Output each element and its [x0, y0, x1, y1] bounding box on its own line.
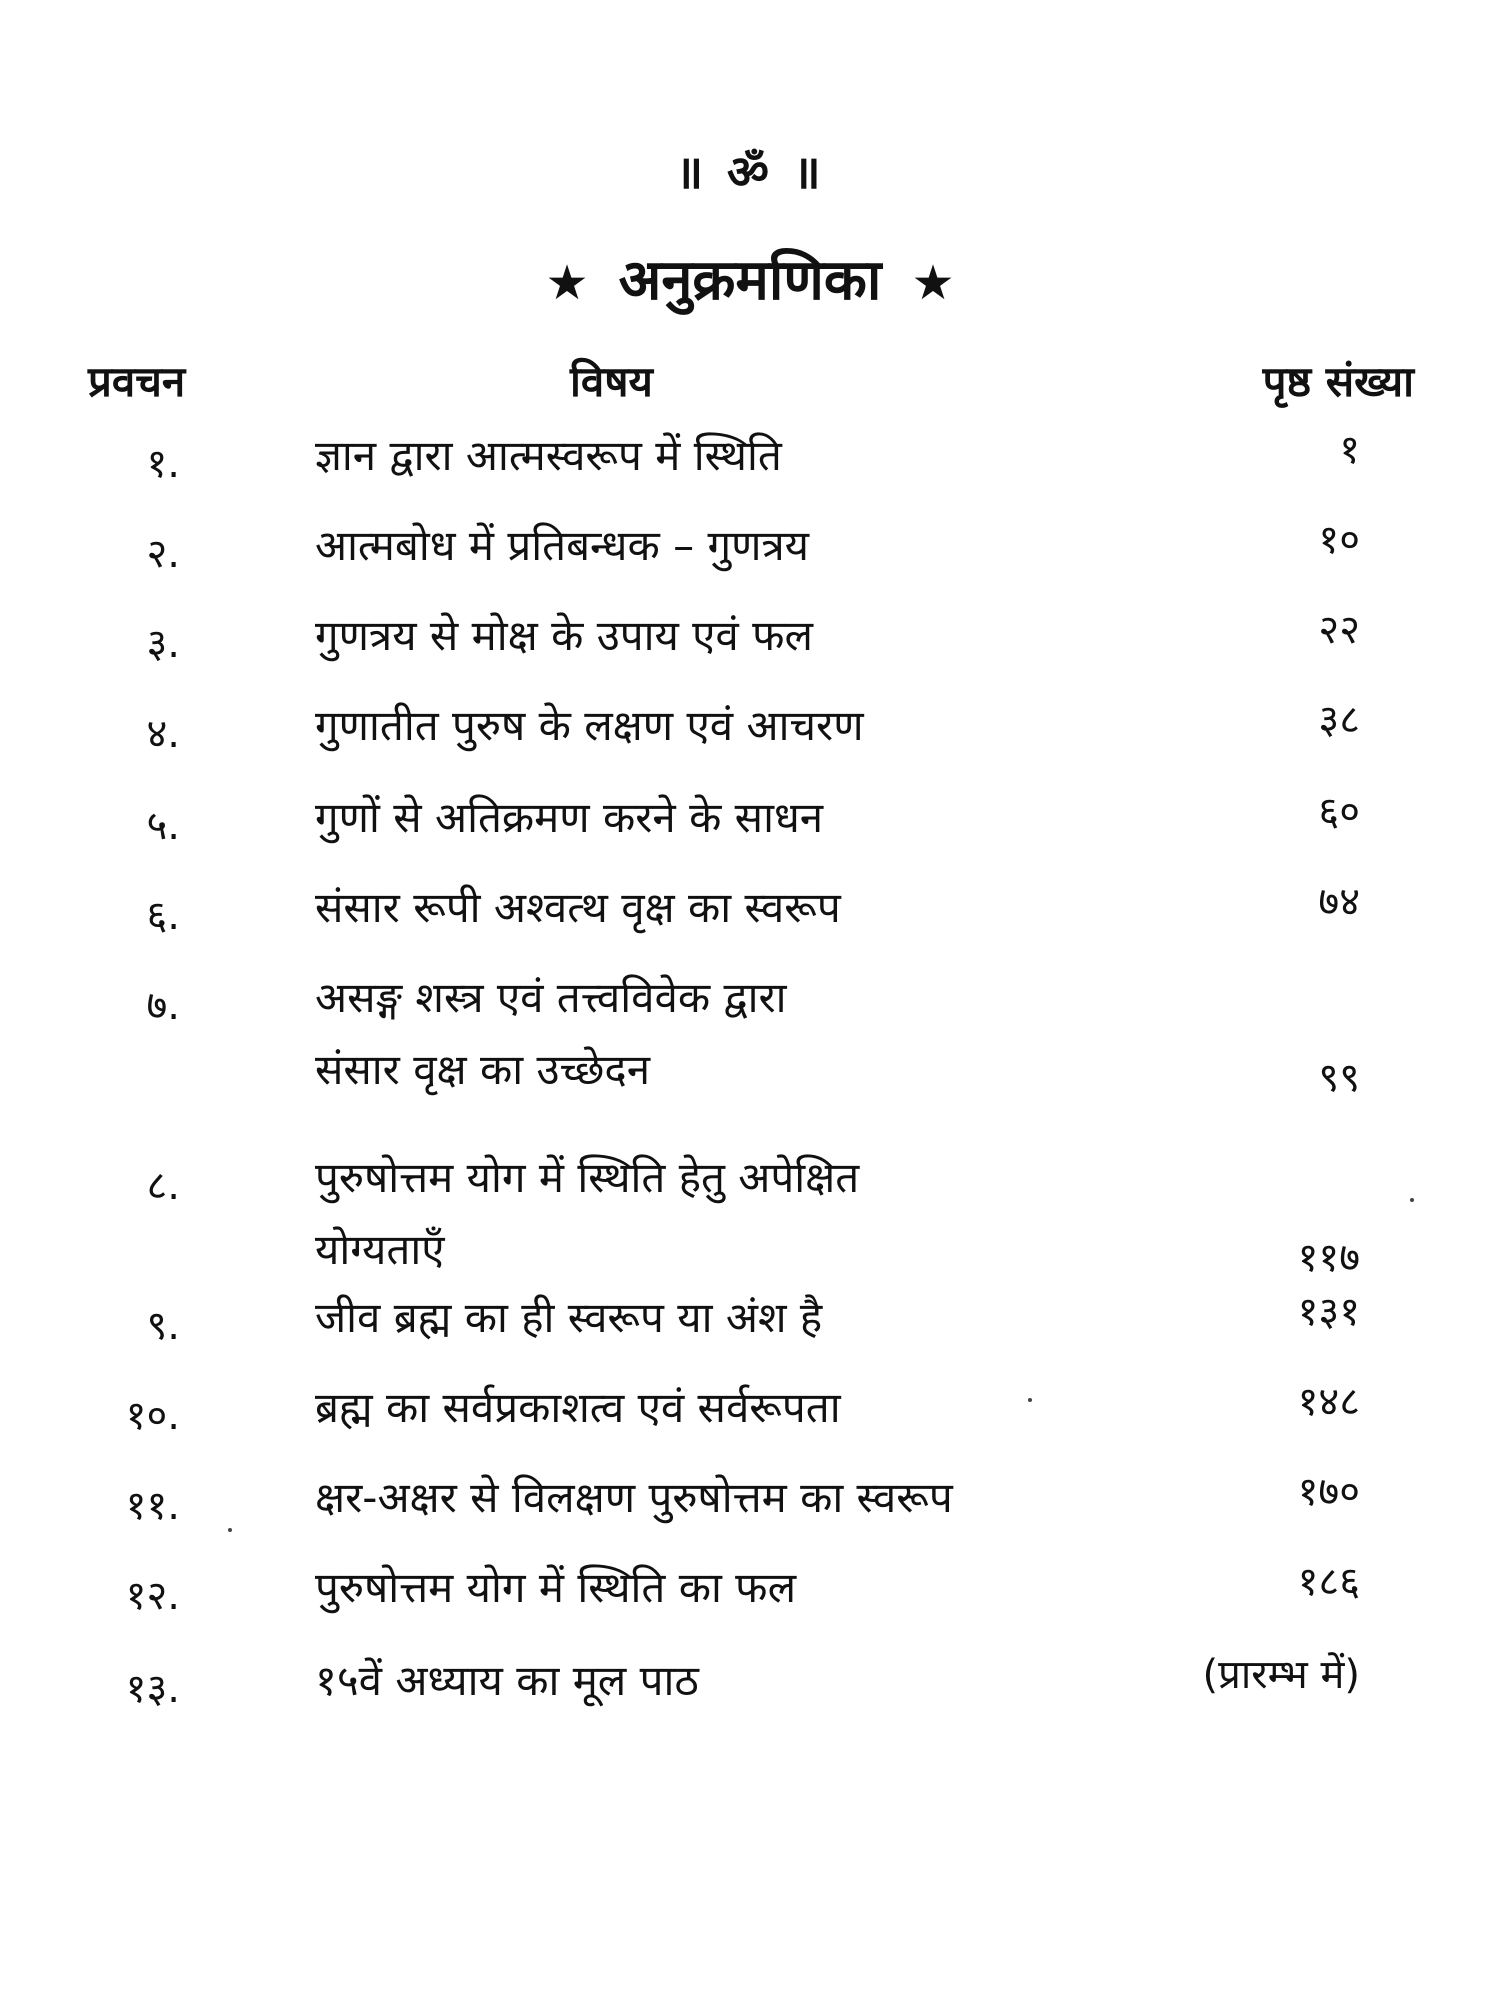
- page-number: १८६: [1297, 1559, 1360, 1605]
- column-header-page-number: पृष्ठ संख्या: [1262, 357, 1414, 406]
- topic-line: गुणातीत पुरुष के लक्षण एवं आचरण: [315, 701, 864, 750]
- lecture-number: १२.: [125, 1573, 180, 1619]
- lecture-topic: [315, 1462, 1215, 1534]
- lecture-number: ११.: [125, 1483, 180, 1529]
- lecture-number: २.: [146, 531, 180, 577]
- lecture-number: ७.: [146, 983, 180, 1029]
- lecture-topic: [315, 872, 1215, 944]
- page-number: १: [1339, 427, 1360, 473]
- topic-line: क्षर-अक्षर से विलक्षण पुरुषोत्तम का स्वरूप: [315, 1473, 953, 1522]
- lecture-topic: [315, 1372, 1215, 1444]
- lecture-topic: [315, 962, 1215, 1106]
- page-number: ७४: [1318, 879, 1360, 925]
- topic-line: आत्मबोध में प्रतिबन्धक – गुणत्रय: [315, 521, 810, 570]
- page-number: २२: [1318, 607, 1360, 653]
- lecture-number: ४.: [146, 711, 180, 757]
- topic-line: संसार रूपी अश्वत्थ वृक्ष का स्वरूप: [315, 883, 841, 932]
- lecture-topic: [315, 420, 1215, 492]
- topic-line: गुणों से अतिक्रमण करने के साधन: [315, 793, 824, 842]
- page-number: १७०: [1297, 1469, 1360, 1515]
- lecture-topic: [315, 1282, 1215, 1354]
- topic-line: ज्ञान द्वारा आत्मस्वरूप में स्थिति: [315, 431, 782, 480]
- title-text: अनुक्रमणिका: [618, 248, 882, 313]
- column-header-lecture: प्रवचन: [88, 357, 186, 406]
- topic-line: पुरुषोत्तम योग में स्थिति का फल: [315, 1563, 797, 1612]
- invocation-om: ॥ ॐ ॥: [675, 145, 825, 199]
- lecture-topic: [315, 600, 1215, 672]
- topic-line: ब्रह्म का सर्वप्रकाशत्व एवं सर्वरूपता: [315, 1383, 841, 1432]
- lecture-topic: [315, 1142, 1215, 1286]
- lecture-number: ३.: [146, 621, 180, 667]
- topic-line: असङ्ग शस्त्र एवं तत्त्वविवेक द्वारा: [315, 973, 787, 1022]
- column-header-topic: विषय: [570, 357, 653, 406]
- print-speck: [228, 1528, 232, 1532]
- topic-line: जीव ब्रह्म का ही स्वरूप या अंश है: [315, 1293, 823, 1342]
- topic-line: गुणत्रय से मोक्ष के उपाय एवं फल: [315, 611, 813, 660]
- page-title: [0, 240, 1500, 316]
- topic-line: १५वें अध्याय का मूल पाठ: [315, 1656, 699, 1705]
- topic-line: पुरुषोत्तम योग में स्थिति हेतु अपेक्षित: [315, 1153, 860, 1202]
- lecture-number: १०.: [125, 1393, 180, 1439]
- print-speck: [1028, 1398, 1032, 1402]
- page-number: (प्रारम्भ में): [1202, 1652, 1360, 1698]
- lecture-topic: [315, 690, 1215, 762]
- lecture-number: ६.: [146, 893, 180, 939]
- page-number: ६०: [1318, 789, 1360, 835]
- lecture-number: ५.: [146, 803, 180, 849]
- lecture-topic: [315, 1645, 1215, 1717]
- lecture-topic: [315, 1552, 1215, 1624]
- lecture-number: १३.: [125, 1666, 180, 1712]
- topic-line: योग्यताएँ: [315, 1225, 445, 1274]
- page-number: १०: [1318, 517, 1360, 563]
- page-number: १४८: [1297, 1379, 1360, 1425]
- print-speck: [1410, 1198, 1414, 1202]
- lecture-topic: [315, 782, 1215, 854]
- lecture-number: १.: [146, 441, 180, 487]
- page-number: ११७: [1297, 1235, 1360, 1281]
- topic-line: संसार वृक्ष का उच्छेदन: [315, 1045, 651, 1094]
- page-number: ९९: [1318, 1055, 1360, 1101]
- page-number: १३१: [1297, 1289, 1360, 1335]
- star-icon: ★: [545, 255, 589, 311]
- lecture-number: ८.: [146, 1163, 180, 1209]
- page-number: ३८: [1318, 697, 1360, 743]
- lecture-topic: [315, 510, 1215, 582]
- star-icon: ★: [911, 255, 955, 311]
- lecture-number: ९.: [146, 1303, 180, 1349]
